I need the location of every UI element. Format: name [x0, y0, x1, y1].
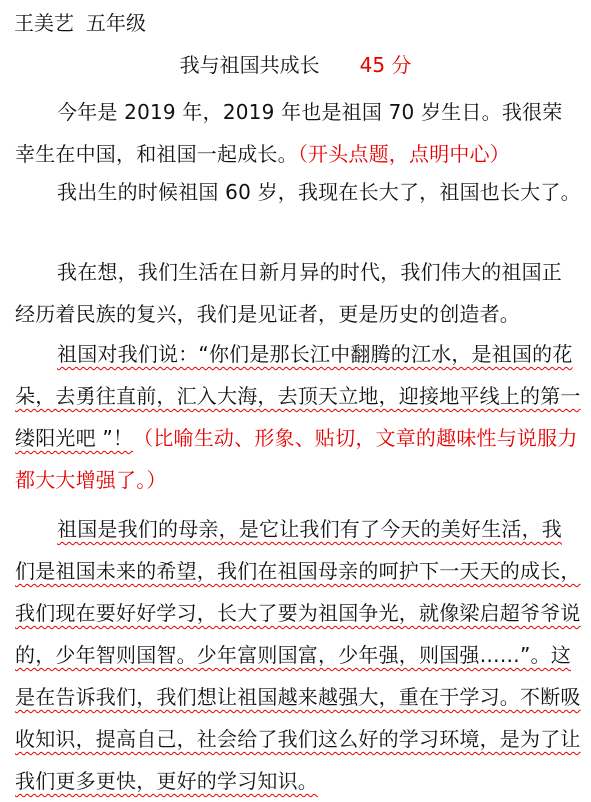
paragraph-3-text: 我在想，我们生活在日新月异的时代，我们伟大的祖国正经历着民族的复兴，我们是见证者，更是历史的创造者。 — [15, 260, 562, 326]
grade-label: 五年级 — [86, 11, 146, 35]
title-row — [0, 52, 591, 78]
author-name: 王美艺 — [14, 11, 74, 35]
paragraph-1 — [15, 91, 581, 175]
teacher-comment-2: （比喻生动、形象、贴切，文章的趣味性与说服力都大大增强了。） — [15, 426, 578, 492]
paragraph-2-text: 我出生的时候祖国 60 岁，我现在长大了，祖国也长大了。 — [57, 180, 581, 204]
paragraph-4 — [15, 333, 581, 501]
paragraph-1-text: 今年是 2019 年，2019 年也是祖国 70 岁生日。我很荣幸生在中国，和祖国一起成长。 — [15, 100, 563, 166]
paragraph-5-text: 祖国是我们的母亲，是它让我们有了今天的美好生活，我们是祖国未来的希望，我们在祖国母亲的呵护下一天天的成长，我们现在要好好学习，长大了要为祖国争光，就像梁启超爷爷说的，少年智则国智。少年富则国富，少年强，则国强……”。这是在告诉我们，我们想让祖国越来越强大，重在于学习。不断吸收知识，提高自己，社会给了我们这么好的学习环境，是为了让我们更多更快，更好的学习知识。 — [15, 517, 581, 793]
paragraph-4-text: 祖国对我们说：“你们是那长江中翻腾的江水，是祖国的花朵，去勇往直前，汇入大海，去顶天立地，迎接地平线上的第一缕阳光吧 ”！ — [15, 342, 581, 450]
author-line — [14, 10, 146, 36]
essay-title: 我与祖国共成长 — [179, 53, 320, 77]
paragraph-2 — [15, 171, 581, 213]
paragraph-3 — [15, 251, 581, 335]
teacher-comment-1: （开头点题，点明中心） — [297, 142, 511, 166]
score-label: 45 分 — [359, 53, 412, 77]
paragraph-5 — [15, 508, 581, 802]
